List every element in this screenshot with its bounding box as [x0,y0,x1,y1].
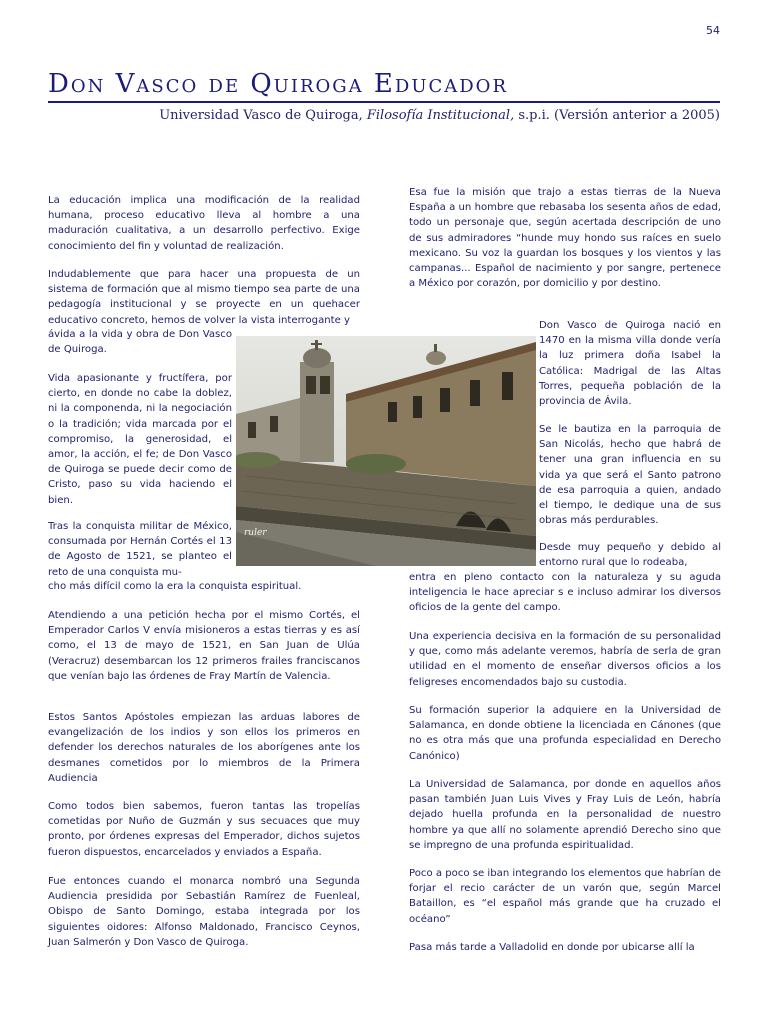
right-paragraph-2: Don Vasco de Quiroga nació en 1470 en la misma villa donde vería la luz primera doña Isabel la Católica: Madrigal de las Altas Torres, pequeña población de la provincia de Ávila. [539,320,721,408]
photo-mark: ruler [244,528,267,538]
left-paragraph-4: Tras la conquista militar de México, consumada por Hernán Cortés el 13 de Agosto de 1521, se planteo el reto de una conquista mu- [48,521,232,578]
right-paragraph-4: Desde muy pequeño y debido al entorno rural que lo rodeaba, [539,542,721,569]
right-paragraph-9: Pasa más tarde a Valladolid en donde por ubicarse allí la [409,942,695,953]
left-paragraph-4-cont: cho más difícil como la era la conquista espiritual. [48,581,302,592]
title-rule [48,101,720,103]
left-paragraph-7: Como todos bien sabemos, fueron tantas las tropelías cometidas por Nuño de Guzmán y sus secuaces que muy pronto, por órdenes expresas del Emperador, dichos sujetos fueron dispuestos, encarcelados y enviados a España. [48,801,360,858]
right-paragraph-4-cont: entra en pleno contacto con la naturaleza y su aguda inteligencia le hace apreciar s e incluso admirar los diversos oficios de la gente del campo. [409,572,721,614]
right-paragraph-5: Una experiencia decisiva en la formación de su personalidad y que, como más adelante veremos, habría de serla de gran utilidad en el momento de enseñar diversos oficios a los feligreses encomendados bajo su custodia. [409,631,721,688]
left-paragraph-8: Fue entonces cuando el monarca nombró una Segunda Audiencia presidida por Sebastián Ramírez de Fuenleal, Obispo de Santo Domingo, estaba integrada por los siguientes oidores: Alfonso Maldonado, Francisco Ceynos, Juan Salmerón y Don Vasco de Quiroga. [48,876,360,948]
right-paragraph-1: Esa fue la misión que trajo a estas tierras de la Nueva España a un hombre que rebasaba los sesenta años de edad, todo un personaje que, según acertada descripción de uno de sus admiradores “hunde muy hondo sus raíces en suelo mexicano. Su voz la guardan los bosques y los vientos y las campanas... Español de nacimiento y por sangre, pertenece a México por corazón, por domicilio y por destino. [409,187,721,290]
left-paragraph-2: Indudablemente que para hacer una propuesta de un sistema de formación que al mismo tiempo sea parte de una pedagogía institucional y se proyecte en un quehacer educativo concreto, hemos de volver la vista interrogante y [48,269,360,326]
right-paragraph-7: La Universidad de Salamanca, por donde en aquellos años pasan también Juan Luis Vives y Fray Luis de León, habría dejado huella profunda en la personalidad de nuestro hombre ya que allí no solamente aprendió Derecho sino que se impregno de una profunda espiritualidad. [409,779,721,851]
source-work: Filosofía Institucional, [366,108,515,123]
left-paragraph-5: Atendiendo a una petición hecha por el mismo Cortés, el Emperador Carlos V envía misioneros a estas tierras y es así como, el 13 de mayo de 1521, en San Juan de Ulúa (Veracruz) desembarcan los 12 primeros frailes franciscanos que venían bajo las órdenes de Fray Martín de Valencia. [48,610,360,682]
church-photo [236,336,536,566]
left-paragraph-6: Estos Santos Apóstoles empiezan las arduas labores de evangelización de los indios y son ellos los primeros en defender los derechos naturales de los aborígenes ante los desmanes cometidos por lo miembros de la Primera Audiencia [48,712,360,784]
right-paragraph-3: Se le bautiza en la parroquia de San Nicolás, hecho que habrá de tener una gran influencia en su vida ya que será el Santo patrono de esa parroquia a quien, andado el tiempo, le dedique una de sus obras más perdurables. [539,424,721,527]
article-title: Don Vasco de Quiroga Educador [48,69,508,99]
left-paragraph-3: Vida apasionante y fructífera, por cierto, en donde no cabe la doblez, ni la componenda, ni la negociación o la tradición; vida marcada por el compromiso, la generosidad, el amor, la acción, el fe; de Don Vasco de Quiroga se puede decir como de Cristo, paso su vida haciendo el bien. [48,373,232,506]
right-paragraph-8: Poco a poco se iban integrando los elementos que habrían de forjar el recio carácter de un varón que, según Marcel Bataillon, es “el español más grande que ha cruzado el océano” [409,868,722,925]
left-paragraph-1: La educación implica una modificación de la realidad humana, proceso educativo lleva al hombre a una maduración cualitativa, a un desarrollo perfectivo. Exige conocimiento del fin y voluntad de realización. [48,195,360,252]
article-source [48,106,720,126]
source-rest: s.p.i. (Versión anterior a 2005) [518,108,720,123]
source-author: Universidad Vasco de Quiroga, [159,108,363,123]
left-paragraph-2-cont: ávida a la vida y obra de Don Vasco de Quiroga. [48,329,232,356]
page-number: 54 [706,24,720,37]
right-paragraph-6: Su formación superior la adquiere en la Universidad de Salamanca, en donde obtiene la licenciada en Cánones (que no es otra más que una profunda especialidad en Derecho Canónico) [409,705,721,762]
